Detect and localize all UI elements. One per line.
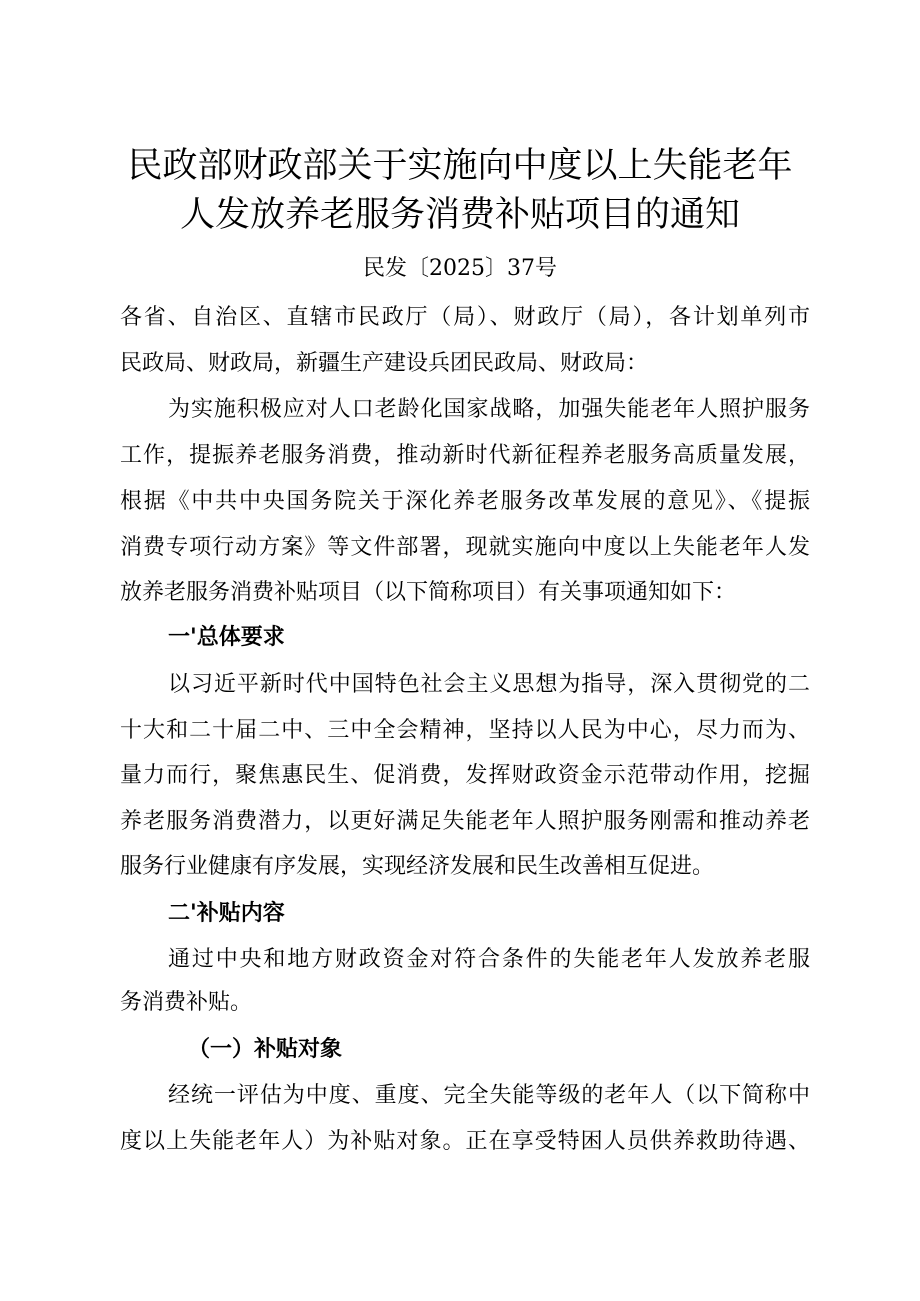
addressee-line-2: 民政局、财政局，新疆生产建设兵团民政局、财政局：: [120, 351, 649, 376]
section-1-line-4: 养老服务消费潜力，以更好满足失能老年人照护服务刚需和推动养老: [120, 809, 810, 834]
intro-line-4: 消费专项行动方案》等文件部署，现就实施向中度以上失能老年人发: [120, 535, 810, 560]
section-1-line-2: 十大和二十届二中、三中全会精神，坚持以人民为中心，尽力而为、: [120, 718, 810, 743]
intro-line-2: 工作，提振养老服务消费，推动新时代新征程养老服务高质量发展，: [120, 443, 810, 468]
document-title-line-1: 民政部财政部关于实施向中度以上失能老年: [127, 146, 793, 186]
section-1-line-3: 量力而行，聚焦惠民生、促消费，发挥财政资金示范带动作用，挖掘: [120, 763, 810, 788]
addressee-line-1: 各省、自治区、直辖市民政厅（局）、财政厅（局），各计划单列市: [120, 305, 810, 330]
intro-line-1: 为实施积极应对人口老龄化国家战略，加强失能老年人照护服务: [168, 397, 810, 422]
section-2-heading: 二'补贴内容: [168, 901, 285, 926]
section-2-line-1: 通过中央和地方财政资金对符合条件的失能老年人发放养老服: [168, 947, 810, 972]
intro-line-3: 根据《中共中央国务院关于深化养老服务改革发展的意见》、《提振: [120, 489, 810, 514]
document-number: 民发〔2025〕37号: [363, 256, 557, 281]
intro-line-5: 放养老服务消费补贴项目（以下简称项目）有关事项通知如下：: [120, 580, 737, 605]
section-2-line-2: 务消费补贴。: [120, 990, 253, 1015]
section-1-line-5: 服务行业健康有序发展，实现经济发展和民生改善相互促进。: [120, 854, 715, 879]
section-1-heading: 一'总体要求: [168, 625, 285, 650]
document-title-line-2: 人发放养老服务消费补贴项目的通知: [179, 195, 740, 235]
section-2-sub-1-heading: （一）补贴对象: [188, 1037, 343, 1062]
section-1-line-1: 以习近平新时代中国特色社会主义思想为指导，深入贯彻党的二: [168, 672, 810, 697]
section-2-sub-1-line-2: 度以上失能老年人）为补贴对象。正在享受特困人员供养救助待遇、: [120, 1129, 810, 1154]
section-2-sub-1-line-1: 经统一评估为中度、重度、完全失能等级的老年人（以下简称中: [168, 1083, 810, 1108]
